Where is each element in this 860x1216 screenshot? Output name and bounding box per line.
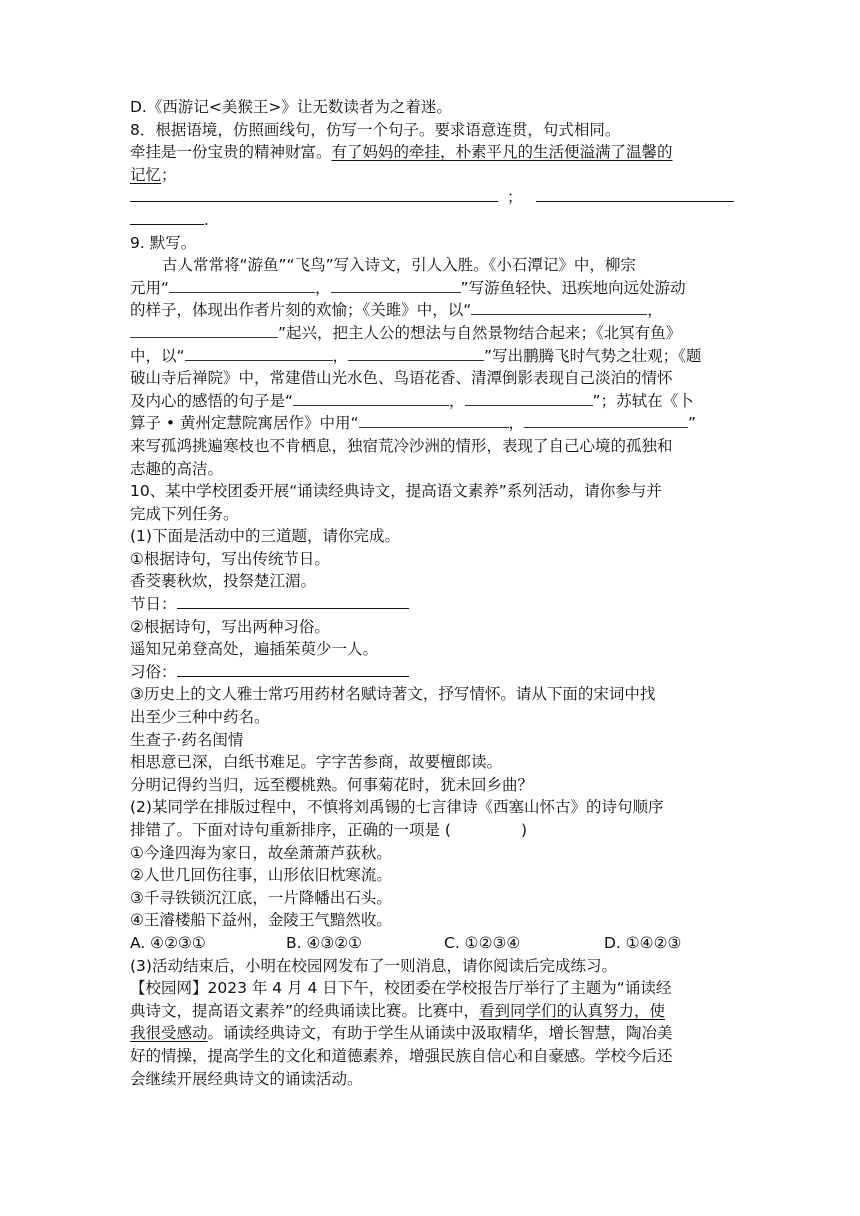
answer-line-cont[interactable] [130,209,732,232]
sub-question-3: (3)活动结束后，小明在校园网发布了一则消息，请你阅读后完成练习。 [130,956,617,975]
options-row [130,932,732,955]
poem-line: 香茭裹秋炊，投祭楚江湄。 [130,572,317,591]
text-seg: ” [688,414,697,433]
verse-line: ④王濬楼船下益州，金陵王气黯然收。 [130,911,392,930]
text-seg: ) [520,821,528,839]
task-3: ③历史上的文人雅士常巧用药材名赋诗著文，抒写情怀。请从下面的宋词中找 [130,685,656,704]
news-line [130,1022,732,1045]
question-8-context-cont [130,164,732,187]
q9-text-line [130,345,732,368]
q9-text-line: 来写孤鸿挑遍寒枝也不肯栖息，独宿荒冷沙洲的情形，表现了自己心境的孤独和 [130,436,673,455]
question-8-context [130,141,732,164]
question-9: 9. 默写。 [130,233,197,252]
document-page [130,96,732,1090]
custom-label: 习俗： [130,662,177,681]
q9-text-line [130,322,732,345]
answer-line[interactable] [130,186,732,209]
text-seg: 元用“ [130,278,170,297]
q9-text-line [130,390,732,413]
question-10-cont: 完成下列任务。 [130,504,239,523]
text-seg: ”写出鹏腾飞时气势之壮观；《题 [484,346,702,365]
custom-blank[interactable] [177,662,409,677]
fill-blank[interactable] [348,345,484,361]
task-2: ②根据诗句，写出两种习俗。 [130,617,330,636]
festival-answer [130,593,732,616]
text-seg: ， [449,391,465,410]
festival-label: 节日： [130,595,177,614]
text-seg: 及内心的感悟的句子是“ [130,391,294,410]
ci-line: 分明记得约当归，远至樱桃熟。何事菊花时，犹未回乡曲？ [130,775,534,794]
underlined-sentence-end: 记忆 [130,165,162,184]
text-seg: ”写游鱼轻快、迅疾地向远处游动 [460,278,686,297]
fill-blank[interactable] [169,277,315,293]
text-seg: 中，以“ [130,346,185,365]
text-seg: ， [315,278,331,297]
verse-line: ①今逢四海为家日，故垒萧萧芦荻秋。 [130,843,392,862]
sub-question-2-cont [130,819,732,842]
q9-text-line: 破山寺后禅院》中，常建借山光水色、鸟语花香、清潭倒影表现自己淡泊的情怀 [130,369,673,388]
fill-blank[interactable] [524,412,688,428]
text-seg: ”起兴，把主人公的想法与自然景物结合起来；《北冥有鱼》 [278,323,682,342]
fill-blank[interactable] [331,277,461,293]
task-3-cont: 出至少三种中药名。 [130,708,270,727]
question-8: 8．根据语境，仿照画线句，仿写一个句子。要求语意连贯，句式相同。 [130,120,621,139]
q9-text-line [130,299,732,322]
fill-blank[interactable] [465,390,593,406]
text-seg: ”；苏轼在《卜 [592,391,694,410]
fill-blank[interactable] [185,345,333,361]
text-seg: ， [508,414,525,433]
separator: ； [506,188,523,207]
news-line: 好的情操，提高学生的文化和道德素养，增强民族自信心和自豪感。学校今后还 [130,1046,673,1065]
answer-blank-2[interactable] [536,187,734,202]
sub-question-2: (2)某同学在排版过程中，不慎将刘禹锡的七言律诗《西塞山怀古》的诗句顺序 [130,798,664,817]
q9-text: 古人常常将“游鱼”“飞鸟”写入诗文，引人入胜。《小石潭记》中，柳宗 [162,256,636,275]
ci-line: 相思意已深，白纸书难足。字字苦参商，故要檀郎读。 [130,753,503,772]
fill-blank[interactable] [130,322,278,338]
text-seg: ， [332,346,349,365]
text-seg: 算子 • 黄州定慧院寓居作》中用“ [130,414,359,433]
verse-line: ③千寻铁锁沉江底，一片降幡出石头。 [130,888,392,907]
text-seg: 典诗文，提高语文素养”的经典诵读比赛。比赛中， [130,1001,480,1020]
period: . [204,210,209,229]
option-a[interactable]: A. ④②③① [130,933,206,952]
text-seg: 。诵读经典诗文，有助于学生从诵读中汲取精华，增长智慧，陶冶美 [207,1024,673,1043]
task-1: ①根据诗句，写出传统节日。 [130,549,330,568]
verse-line: ②人世几回伤往事，山形依旧枕寒流。 [130,866,392,885]
sub-question-1: (1)下面是活动中的三道题，请你完成。 [130,527,400,546]
option-d[interactable]: D. ①④②③ [604,933,682,952]
fill-blank[interactable] [359,412,509,428]
semicolon: ； [161,165,177,184]
q9-text-line [130,277,732,300]
ci-title: 生查子·药名闺情 [130,730,244,749]
custom-answer [130,661,732,684]
poem-line: 遥知兄弟登高处，遍插茱萸少一人。 [130,640,379,659]
option-d-line: D.《西游记<美猴王>》让无数读者为之着迷。 [130,98,452,116]
question-10: 10、某中学校团委开展“诵读经典诗文，提高语文素养”系列活动，请你参与并 [130,482,662,501]
q9-text-line: 志趣的高洁。 [130,459,224,478]
underlined-text: 看到同学们的认真努力，使 [479,1001,666,1020]
text-seg: 排错了。下面对诗句重新排序，正确的一项是 ( [130,821,451,839]
q9-text-line [130,412,732,435]
news-line: 会继续开展经典诗文的诵读活动。 [130,1069,363,1088]
option-b[interactable]: B. ④③②① [286,933,363,952]
context-text: 牵挂是一份宝贵的精神财富。 [130,143,332,162]
text-seg: 的样子，体现出作者片刻的欢愉；《关雎》中，以“ [130,301,472,320]
answer-blank-3[interactable] [130,210,204,225]
fill-blank[interactable] [293,390,449,406]
option-c[interactable]: C. ①②③④ [444,933,521,952]
answer-blank-1[interactable] [130,187,498,202]
underlined-sentence: 有了妈妈的牵挂，朴素平凡的生活便溢满了温馨的 [331,143,673,162]
news-line [130,1000,732,1023]
underlined-text: 我很受感动 [130,1024,208,1043]
festival-blank[interactable] [177,594,409,609]
text-seg: ， [647,301,663,320]
news-line: 【校园网】2023 年 4 月 4 日下午，校团委在学校报告厅举行了主题为“诵读经 [130,979,672,998]
fill-blank[interactable] [471,299,647,315]
